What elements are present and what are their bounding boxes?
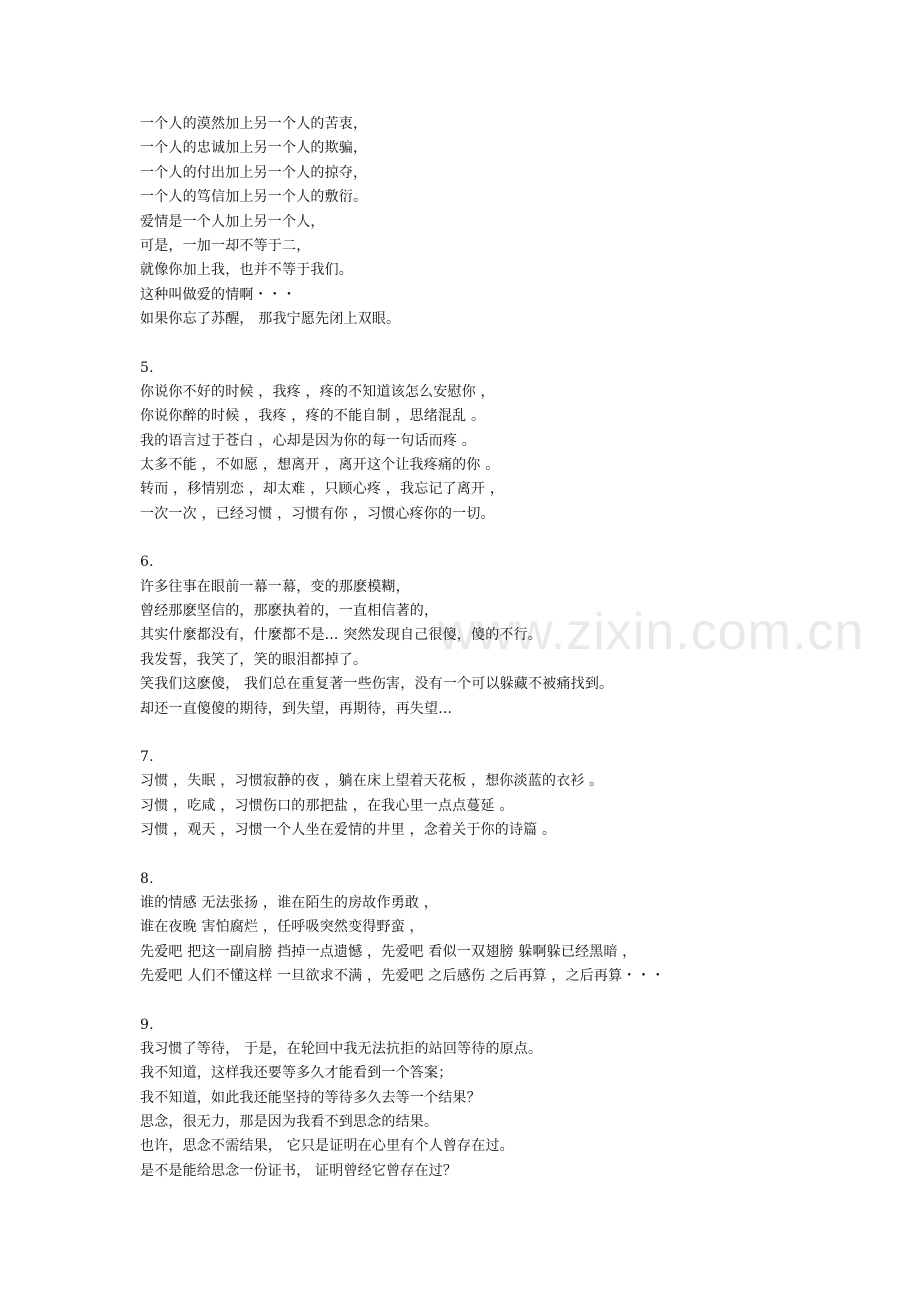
poem-section <box>140 356 840 527</box>
section-number: 7. <box>140 748 154 765</box>
text-line: 太多不能 ，不如愿 ，想离开 ，离开这个让我疼痛的你 。 <box>140 457 500 474</box>
text-line: 可是，一加一却不等于二， <box>140 237 311 254</box>
text-line: 爱情是一个人加上另一个人， <box>140 213 325 230</box>
text-line: 习惯 ，吃咸 ，习惯伤口的那把盐 ，在我心里一点点蔓延 。 <box>140 797 514 814</box>
poem-section <box>140 745 840 843</box>
poem-section <box>140 112 840 332</box>
text-line: 你说你醉的时候 ，我疼 ，疼的不能自制 ，思绪混乱 。 <box>140 408 486 425</box>
text-line: 谁的情感 无法张扬 ，谁在陌生的房故作勇敢 ， <box>140 894 438 911</box>
text-line: 也许，思念不需结果， 它只是证明在心里有个人曾存在过。 <box>140 1138 514 1155</box>
section-number: 9. <box>140 1016 154 1033</box>
text-line: 转而 ，移情别恋 ，却太难 ，只顾心疼 ，我忘记了离开 ， <box>140 481 505 498</box>
watermark: www.zixin.com.cn <box>438 603 865 661</box>
text-line: 曾经那麽坚信的，那麽执着的，一直相信著的， <box>140 603 439 620</box>
text-line: 我不知道，这样我还要等多久才能看到一个答案； <box>140 1065 453 1082</box>
poem-section <box>140 550 840 721</box>
text-line: 习惯 ，失眠 ，习惯寂静的夜 ，躺在床上望着天花板 ，想你淡蓝的衣衫 。 <box>140 773 604 790</box>
text-line: 就像你加上我，也并不等于我们。 <box>140 262 353 279</box>
text-line: 许多往事在眼前一幕一幕，变的那麽模糊， <box>140 578 410 595</box>
text-line: 先爱吧 人们不懂这样 一旦欲求不满 ，先爱吧 之后感伤 之后再算 ，之后再算・・・ <box>140 968 665 985</box>
section-number: 8. <box>140 870 154 887</box>
text-line: 思念，很无力，那是因为我看不到思念的结果。 <box>140 1114 439 1131</box>
text-line: 一次一次 ，已经习惯 ，习惯有你 ，习惯心疼你的一切。 <box>140 505 495 522</box>
text-line: 一个人的付出加上另一个人的掠夺， <box>140 164 368 181</box>
text-line: 一个人的漠然加上另一个人的苦衷， <box>140 116 368 132</box>
text-line: 我习惯了等待， 于是，在轮回中我无法抗拒的站回等待的原点。 <box>140 1040 543 1057</box>
text-line: 我的语言过于苍白 ，心却是因为你的每一句话而疼 。 <box>140 432 476 449</box>
section-number: 5. <box>140 359 154 376</box>
text-line: 谁在夜晚 害怕腐烂 ，任呼吸突然变得野蛮 ， <box>140 919 424 936</box>
text-line: 却还一直傻傻的期待，到失望，再期待，再失望... <box>140 700 453 717</box>
text-line: 其实什麼都没有，什麼都不是... 突然发现自己很傻，傻的不行。 <box>140 627 542 644</box>
section-number: 6. <box>140 554 154 571</box>
text-line: 先爱吧 把这一副肩膀 挡掉一点遗憾 ，先爱吧 看似一双翅膀 躲啊躲已经黑暗 ， <box>140 943 637 960</box>
poem-section <box>140 867 840 989</box>
text-line: 我发誓，我笑了，笑的眼泪都掉了。 <box>140 651 368 668</box>
text-line: 一个人的笃信加上另一个人的敷衍。 <box>140 189 368 206</box>
poem-section <box>140 1013 840 1184</box>
text-line: 你说你不好的时候 ，我疼 ，疼的不知道该怎么安慰你 ， <box>140 383 495 400</box>
text-line: 如果你忘了苏醒， 那我宁愿先闭上双眼。 <box>140 311 401 328</box>
document-body <box>140 112 840 1183</box>
text-line: 一个人的忠诚加上另一个人的欺骗， <box>140 140 368 157</box>
text-line: 是不是能给思念一份证书， 证明曾经它曾存在过？ <box>140 1162 458 1179</box>
text-line: 我不知道，如此我还能坚持的等待多久去等一个结果？ <box>140 1089 481 1106</box>
text-line: 习惯 ，观天 ，习惯一个人坐在爱情的井里 ，念着关于你的诗篇 。 <box>140 822 557 839</box>
text-line: 笑我们这麽傻， 我们总在重复著一些伤害，没有一个可以躲藏不被痛找到。 <box>140 676 614 693</box>
text-line: 这种叫做爱的情啊・・・ <box>140 286 297 303</box>
